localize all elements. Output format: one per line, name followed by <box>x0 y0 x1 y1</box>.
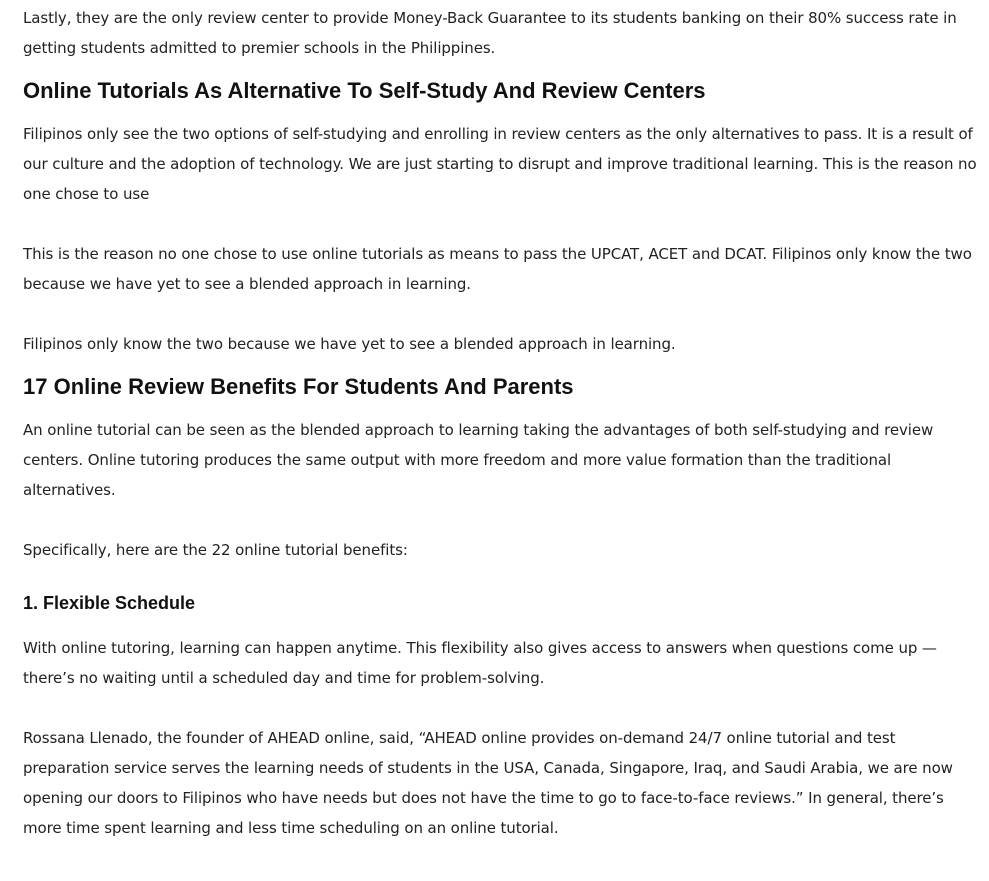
section-heading-benefits: 17 Online Review Benefits For Students And Parents <box>23 374 574 399</box>
article-body <box>23 3 981 843</box>
intro-paragraph: Lastly, they are the only review center to provide Money-Back Guarantee to its students banking on their 80% success rate in getting students admitted to premier schools in the Philippines. <box>23 9 957 57</box>
subsection-heading-flexible-schedule: 1. Flexible Schedule <box>23 593 196 613</box>
section1-paragraph-3: Filipinos only know the two because we have yet to see a blended approach in learning. <box>23 335 676 353</box>
section2-paragraph-1: An online tutorial can be seen as the blended approach to learning taking the advantages of both self-studying and review centers. Online tutoring produces the same output with more freedom and more value formation than the traditional alternatives. <box>23 421 934 499</box>
section-heading-online-tutorials: Online Tutorials As Alternative To Self-Study And Review Centers <box>23 78 706 103</box>
subsection1-paragraph-1: With online tutoring, learning can happen anytime. This flexibility also gives access to answers when questions come up — there’s no waiting until a scheduled day and time for problem-solving. <box>23 639 937 687</box>
section2-paragraph-2: Specifically, here are the 22 online tutorial benefits: <box>23 541 408 559</box>
section1-paragraph-2: This is the reason no one chose to use online tutorials as means to pass the UPCAT, ACET and DCAT. Filipinos only know the two because we have yet to see a blended approach in learning. <box>23 245 972 293</box>
section1-paragraph-1: Filipinos only see the two options of self-studying and enrolling in review centers as the only alternatives to pass. It is a result of our culture and the adoption of technology. We are just starting to disrupt and improve traditional learning. This is the reason no one chose to use <box>23 125 977 203</box>
subsection1-paragraph-2: Rossana Llenado, the founder of AHEAD online, said, “AHEAD online provides on-demand 24/7 online tutorial and test preparation service serves the learning needs of students in the USA, Canada, Singapore, Iraq, and Saudi Arabia, we are now opening our doors to Filipinos who have needs but does not have the time to go to face-to-face reviews.” In general, there’s more time spent learning and less time scheduling on an online tutorial. <box>23 729 953 837</box>
